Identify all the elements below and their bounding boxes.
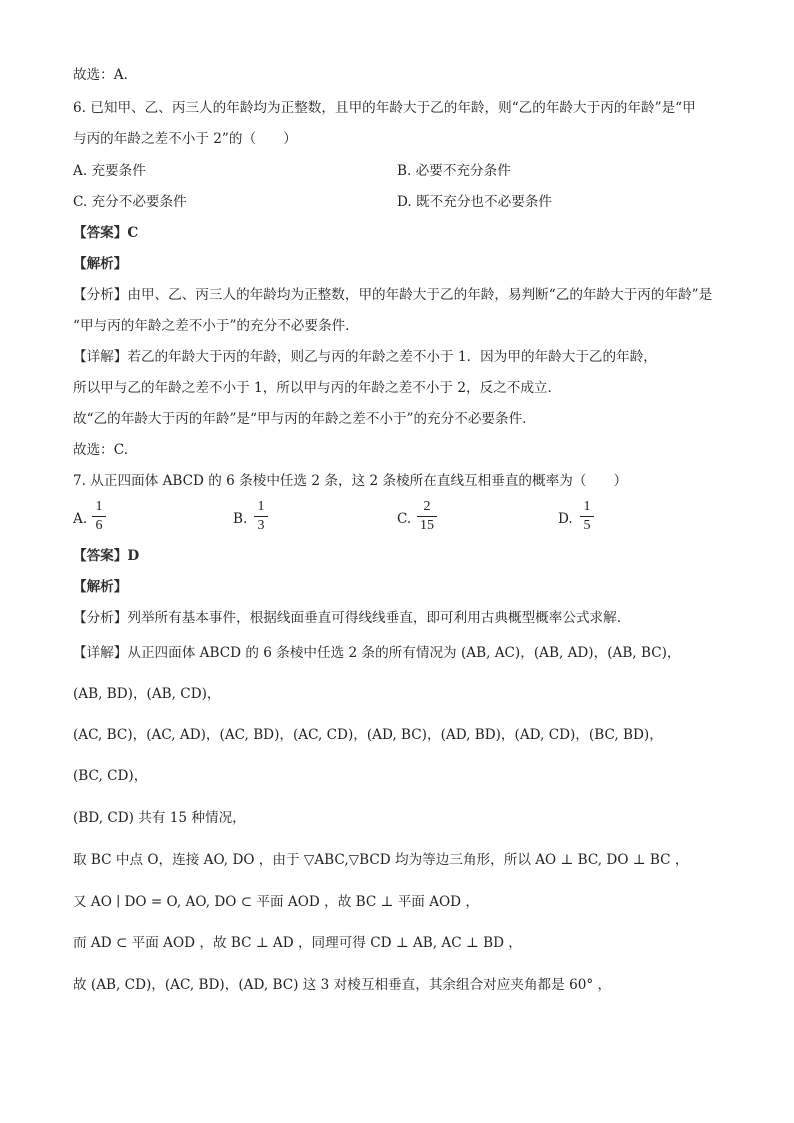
question-6-option-b: B. 必要不充分条件 [397,163,511,179]
question-7-plane: 又 AO ∣ DO = O, AO, DO ⊂ 平面 AOD ，故 BC ⊥ 平面 AOD ， [73,894,479,910]
question-7-answer: 【答案】D [73,548,140,564]
question-6-option-a: A. 充要条件 [73,163,146,179]
question-6-detail: 【详解】若乙的年龄大于丙的年龄，则乙与丙的年龄之差不小于 1．因为甲的年龄大于乙的年龄， [73,349,657,365]
question-6-final-answer: 故选：C. [73,442,129,458]
question-6-answer: 【答案】C [73,225,139,241]
question-7-analysis: 【分析】列举所有基本事件，根据线面垂直可得线线垂直，即可利用古典概型概率公式求解. [73,610,622,626]
question-7-option-c-fraction: 2 15 [417,499,437,534]
question-7-pairs-2: (AC, BC)，(AC, AD)，(AC, BD)，(AC, CD)，(AD, BC)，(AD, BD)，(AD, CD)，(BC, BD)， [73,727,663,743]
question-7-option-a-label: A. [73,511,88,527]
question-7-midpoint: 取 BC 中点 O，连接 AO, DO ，由于 ▽ABC,▽BCD 均为等边三角形，所以 AO ⊥ BC, DO ⊥ BC ， [73,852,689,868]
question-7-pairs-3: (BC, CD)， [73,768,148,784]
question-7-perpendicular: 而 AD ⊂ 平面 AOD ，故 BC ⊥ AD ，同理可得 CD ⊥ AB, AC ⊥ BD ， [73,935,522,951]
question-6-stem-cont: 与丙的年龄之差不小于 2”的（ ） [73,131,297,147]
question-7-analysis-heading: 【解析】 [73,579,128,595]
question-6-analysis-heading: 【解析】 [73,256,128,272]
question-7-detail: 【详解】从正四面体 ABCD 的 6 条棱中任选 2 条的所有情况为 (AB, AC)，(AB, AD)，(AB, BC)， [73,645,681,661]
question-7-pairs-1: (AB, BD)，(AB, CD)， [73,686,221,702]
question-7-pairs-4: (BD, CD) 共有 15 种情况， [73,810,246,826]
answer-choice-line: 故选：A. [73,67,128,83]
question-7-option-b-label: B. [233,511,248,527]
question-7-stem: 7. 从正四面体 ABCD 的 6 条棱中任选 2 条，这 2 条棱所在直线互相垂直的概率为（ ） [73,473,628,489]
question-6-option-d: D. 既不充分也不必要条件 [397,194,552,210]
question-7-option-b-fraction: 1 3 [254,499,268,534]
question-6-analysis: 【分析】由甲、乙、丙三人的年龄均为正整数，甲的年龄大于乙的年龄，易判断“乙的年龄大于丙的年龄”是 [73,287,713,303]
question-6-option-c: C. 充分不必要条件 [73,194,187,210]
question-6-stem: 6. 已知甲、乙、丙三人的年龄均为正整数，且甲的年龄大于乙的年龄，则“乙的年龄大于丙的年龄”是“甲 [73,100,696,116]
question-6-analysis-cont: “甲与丙的年龄之差不小于”的充分不必要条件. [73,318,350,334]
question-7-option-d-fraction: 1 5 [580,499,594,534]
question-6-detail-cont: 所以甲与乙的年龄之差不小于 1，所以甲与丙的年龄之差不小于 2，反之不成立． [73,380,562,396]
question-7-option-c-label: C. [397,511,412,527]
question-7-option-d-label: D. [558,511,573,527]
question-7-conclusion: 故 (AB, CD)，(AC, BD)，(AD, BC) 这 3 对棱互相垂直，其余组合对应夹角都是 60° ， [73,977,612,993]
question-7-option-a-fraction: 1 6 [92,499,106,534]
question-6-conclusion: 故“乙的年龄大于丙的年龄”是“甲与丙的年龄之差不小于”的充分不必要条件． [73,411,536,427]
